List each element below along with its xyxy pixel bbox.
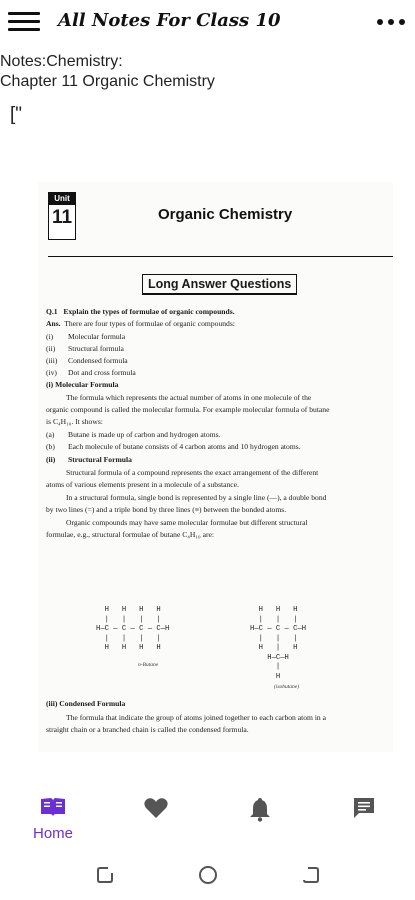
paragraph-line: The formula which represents the actual number of atoms in one molecule of the xyxy=(66,393,312,402)
paragraph-line: atoms of various elements present in a molecule of a substance. xyxy=(46,480,239,489)
bracket-text: [" xyxy=(10,104,23,125)
nav-favorites[interactable] xyxy=(126,796,186,842)
chapter-title: Organic Chemistry xyxy=(158,206,293,223)
paragraph-line: formulae, e.g., structural formulae of butane C₄H₁₀ are: xyxy=(46,530,214,539)
n-butane-caption: n-Butane xyxy=(138,662,159,668)
paragraph-line: In a structural formula, single bond is represented by a single line (—), a double bond xyxy=(66,493,327,502)
nav-home[interactable] xyxy=(23,796,83,842)
list-item: (a) Butane is made up of carbon and hydrogen atoms. xyxy=(46,430,221,439)
more-vert-icon[interactable] xyxy=(375,14,407,30)
answer-intro: Ans. There are four types of formulae of organic compounds: xyxy=(46,319,235,328)
list-item: (iii) Condensed formula xyxy=(46,356,128,365)
paragraph-line: straight chain or a branched chain is called the condensed formula. xyxy=(46,725,249,734)
isobutane-caption: (isobutane) xyxy=(274,684,300,690)
subheading: (i) Molecular Formula xyxy=(46,380,119,389)
app-title: All Notes For Class 10 xyxy=(58,10,281,31)
paragraph-line: by two lines (=) and a triple bond by three lines (≡) between the bonded atoms. xyxy=(46,505,287,514)
list-item: (i) Molecular formula xyxy=(46,332,126,341)
list-item: (iv) Dot and cross formula xyxy=(46,368,136,377)
heart-icon xyxy=(143,796,169,820)
app-bar xyxy=(0,0,415,44)
notes-page-image xyxy=(38,182,393,752)
list-item: (ii) Structural formula xyxy=(46,344,124,353)
isobutane-structure: H H H | | | H—C — C — C—H | | | H | H H—C—H | H xyxy=(250,606,307,681)
paragraph-line: organic compound is called the molecular formula. For example molecular formula of butane xyxy=(46,405,330,414)
chat-icon xyxy=(352,796,376,820)
unit-label: Unit xyxy=(49,193,75,205)
hamburger-menu-icon[interactable] xyxy=(8,10,40,34)
divider xyxy=(48,256,393,257)
unit-badge xyxy=(48,192,76,240)
note-heading xyxy=(0,52,215,92)
system-navigation-bar xyxy=(0,848,415,900)
nav-notifications[interactable] xyxy=(230,796,290,842)
bell-icon xyxy=(248,796,272,822)
paragraph-line: Structural formula of a compound represents the exact arrangement of the different xyxy=(66,468,319,477)
subheading: (iii) Condensed Formula xyxy=(46,699,126,708)
list-item: (b) Each molecule of butane consists of 4 carbon atoms and 10 hydrogen atoms. xyxy=(46,442,301,451)
subject-line: Notes:Chemistry: xyxy=(0,53,123,70)
book-icon xyxy=(39,796,67,818)
unit-number: 11 xyxy=(51,207,73,228)
nav-home-label: Home xyxy=(32,825,73,842)
bottom-navigation xyxy=(0,778,415,848)
recents-icon[interactable] xyxy=(92,862,118,888)
paragraph-line: is C₄H₁₀. It shows: xyxy=(46,417,103,426)
paragraph-line: Organic compounds may have same molecular formulae but different structural xyxy=(66,518,308,527)
nav-messages[interactable] xyxy=(334,796,394,842)
paragraph-line: The formula that indicate the group of atoms joined together to each carbon atom in a xyxy=(66,713,326,722)
question-line: Q.1 Explain the types of formulae of organic compounds. xyxy=(46,307,235,316)
n-butane-structure: H H H H | | | | H—C — C — C — C—H | | | | H H H H xyxy=(96,606,170,652)
chapter-line: Chapter 11 Organic Chemistry xyxy=(0,73,215,90)
section-title: Long Answer Questions xyxy=(142,274,297,295)
back-icon[interactable] xyxy=(298,862,324,888)
subheading: (ii) Structural Formula xyxy=(46,455,132,464)
home-circle-icon[interactable] xyxy=(195,862,221,888)
